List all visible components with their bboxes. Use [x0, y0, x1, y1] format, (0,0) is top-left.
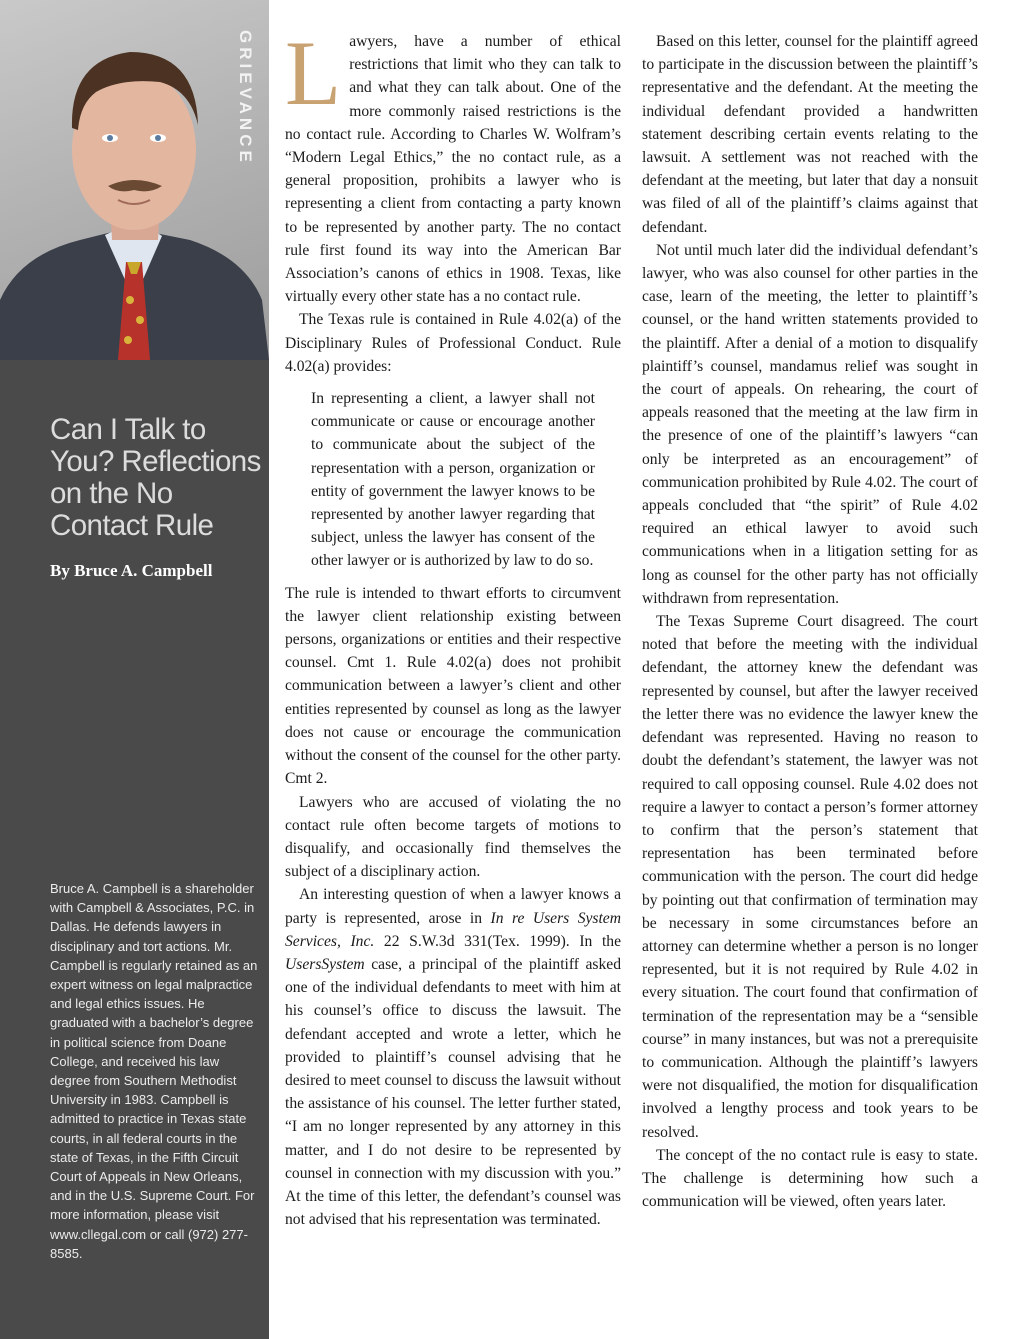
paragraph-text: 22 S.W.3d 331(Tex. 1999). In the [374, 932, 621, 950]
paragraph-text: An interesting question of when a lawyer knows a party is represented, arose in [285, 886, 621, 927]
article-paragraph: The concept of the no contact rule is easy to state. The challenge is determining how such a communication will be viewed, often years later. [642, 1146, 978, 1211]
author-sidebar [0, 0, 269, 1339]
case-short-name: UsersSystem [285, 955, 365, 973]
article-paragraph: Based on this letter, counsel for the plaintiff agreed to participate in the discussion between the plaintiff’s representative and the defendant. At the meeting the individual defendant provided a handwritten statement describing certain events relating to the lawsuit. A settlement was not reached with the defendant at the meeting, but later that day a nonsuit was filed of all of the plaintiff’s claims against that defendant. [642, 33, 978, 236]
author-portrait-image [0, 0, 269, 360]
paragraph-text: case, a principal of the plaintiff asked one of the individual defendants to meet with him at his counsel’s office to discuss the lawsuit. The defendant accepted and wrote a letter, which he provided to plaintiff’s counsel advising that he desired to meet counsel to discuss the lawsuit without the assistance of his counsel. The letter further stated, “I am no longer represented by any attorney in this matter, and I do not desire to be represented by counsel in connection with my discussion with you.” At the time of this letter, the defendant’s counsel was not advised that his representation was terminated. [285, 955, 621, 1229]
article-paragraph: Lawyers who are accused of violating the no contact rule often become targets of motions to disqualify, and occasionally find themselves the subject of a disciplinary action. [285, 793, 621, 881]
article-paragraph: Not until much later did the individual defendant’s lawyer, who was also counsel for other parties in the case, learn of the meeting, the letter to plaintiff’s counsel, or the hand written statements provided to the plaintiff. After a denial of a motion to disqualify plaintiff’s counsel, mandamus relief was sought in the court of appeals. On rehearing, the court of appeals reasoned that the meeting at the law firm in the presence of one of the plaintiff’s lawyers “can only be interpreted as an encouragement” of communication prohibited by Rule 4.02. The court of appeals concluded that “the spirit” of Rule 4.02 required an ethical lawyer to avoid such communications when in a litigation setting for as long as counsel for the other party has not officially withdrawn from representation. [642, 241, 978, 607]
article-column-1 [285, 22, 621, 1231]
case-name: In re Users System Services, Inc. [285, 909, 621, 950]
article-headline: Can I Talk to You? Reflections on the No Contact Rule [50, 413, 261, 542]
article-column-2 [642, 30, 978, 1213]
article-paragraph: The Texas rule is contained in Rule 4.02(a) of the Disciplinary Rules of Professional Conduct. Rule 4.02(a) provides: [285, 311, 621, 375]
article-byline: By Bruce A. Campbell [50, 561, 213, 580]
rule-quote: In representing a client, a lawyer shall not communicate or cause or encourage another to communicate about the subject of the representation with a person, organization or entity of government the lawyer knows to be represented by another lawyer regarding that subject, unless the lawyer has consent of the other lawyer or is authorized by law to do so. [311, 390, 595, 570]
article-paragraph: The rule is intended to thwart efforts to circumvent the lawyer client relationship existing between persons, organizations or entities and their respective counsel. Cmt 1. Rule 4.02(a) does not prohibit communication between a lawyer’s client and other entities represented by counsel as long as the lawyer does not cause or encourage the communication without the consent of the counsel for the other party. Cmt 2. [285, 584, 621, 788]
paragraph-text: awyers, have a number of ethical restrictions that limit who they can talk to and what they can talk about. One of the more commonly raised restrictions is the no contact rule. According to Charles W. Wolfram’s “Modern Legal Ethics,” the no contact rule, as a general proposition, prohibits a lawyer who is representing a client from contacting a party known to be represented by another party. The no contact rule first found its way into the American Bar Association’s canons of ethics in 1908. Texas, like virtually every other state has a no contact rule. [285, 33, 621, 306]
drop-cap: L [285, 22, 342, 124]
section-tab-label: GRIEVANCE [236, 30, 255, 166]
author-bio: Bruce A. Campbell is a shareholder with Campbell & Associates, P.C. in Dallas. He defends lawyers in disciplinary and tort actions. Mr. Campbell is regularly retained as an expert witness on legal malpractice and legal ethics issues. He graduated with a bachelor’s degree in political science from Doane College, and received his law degree from Southern Methodist University in 1983. Campbell is admitted to practice in Texas state courts, in all federal courts in the state of Texas, in the Fifth Circuit Court of Appeals in New Orleans, and in the U.S. Supreme Court. For more information, please visit www.cllegal.com or call (972) 277-8585. [50, 881, 258, 1261]
article-paragraph [285, 22, 621, 308]
article-paragraph: The Texas Supreme Court disagreed. The court noted that before the meeting with the individual defendant, the attorney knew the defendant was represented by counsel, but after the lawyer received the letter there was no evidence the lawyer knew the defendant was represented. Having no reason to doubt the defendant’s statement, the lawyer was not required to call opposing counsel. Rule 4.02 does not require a lawyer to contact a person’s former attorney to confirm that the person’s statement that representation has been terminated before communication with the person. The court did hedge by pointing out that confirmation of termination may be necessary in some circumstances before an attorney can determine whether a person is no longer represented, but it is not required by Rule 4.02 in every situation. The court found that confirmation of termination of the representation may be a “sensible course” in many instances, but was not a prerequisite to communication. Although the plaintiff’s lawyers were not disqualified, the motion for disqualification involved a lengthy process and took years to be resolved. [642, 613, 978, 1141]
section-tab [238, 30, 268, 170]
article-paragraph [285, 883, 621, 1231]
author-photo [0, 0, 269, 360]
